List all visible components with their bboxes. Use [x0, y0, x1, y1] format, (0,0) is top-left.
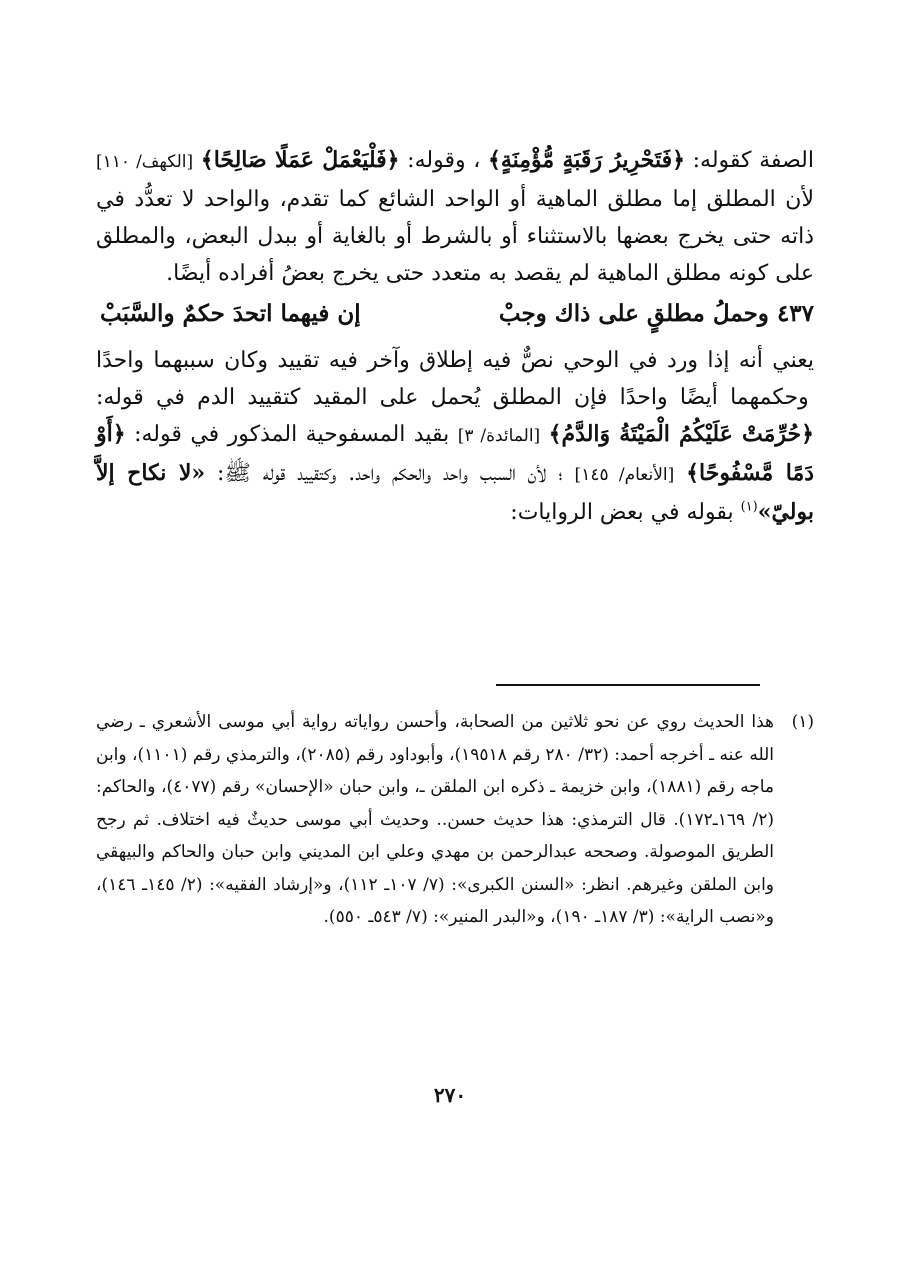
verse-reference: [المائدة/ ٣] — [457, 426, 541, 446]
text-run: بقيد المسفوحية المذكور في قوله: — [125, 422, 450, 447]
text-run: ؛ لأن السبب واحد والحكم واحد. وكتقييد قوله ﷺ: — [205, 461, 563, 486]
footnotes — [96, 706, 814, 934]
quran-verse: ﴿فَتَحْرِيرُ رَقَبَةٍ مُّؤْمِنَةٍ﴾ — [487, 147, 686, 173]
text-run: الصفة كقوله: — [685, 148, 814, 173]
verse-number: ٤٣٧ — [776, 300, 814, 327]
footnote-marker[interactable]: (١) — [740, 499, 758, 515]
paragraph-2 — [96, 342, 814, 531]
page-number: ٢٧٠ — [433, 1083, 467, 1107]
paragraph-1 — [96, 142, 814, 292]
text-run: بقوله في بعض الروايات: — [510, 500, 734, 525]
footnote-text: هذا الحديث روي عن نحو ثلاثين من الصحابة، وأحسن رواياته رواية أبي موسى الأشعري ـ رضي الله عنه ـ أخرجه أحمد: (٣٢/ ٢٨٠ رقم ١٩٥١٨)، وأبوداود رقم (٢٠٨٥)، والترمذي رقم (١١٠١)، وابن ماجه رقم (١٨٨١)، وابن خزيمة ـ ذكره ابن الملقن ـ، وابن حبان «الإحسان» رقم (٤٠٧٧)، والحاكم: (٢/ ١٦٩ـ١٧٢). قال الترمذي: هذا حديث حسن.. وحديث أبي موسى حديثٌ فيه اختلاف. ثم رجح الطريق الموصولة. وصححه عبدالرحمن بن مهدي وعلي ابن المديني وابن حبان والحاكم والبيهقي وابن الملقن وغيرهم. انظر: «السنن الكبرى»: (٧/ ١٠٧ـ ١١٢)، و«إرشاد الفقيه»: (٢/ ١٤٥ـ ١٤٦)، و«نصب الراية»: (٣/ ١٨٧ـ ١٩٠)، و«البدر المنير»: (٧/ ٥٤٣ـ ٥٥٠). — [96, 712, 775, 927]
text-run: ، وقوله: — [399, 148, 481, 173]
quran-verse: ﴿أَوْ دَمًا مَّسْفُوحًا﴾ — [96, 421, 815, 486]
verse-first-text: وحملُ مطلقٍ على ذاك وجبْ — [498, 300, 769, 327]
verse-second-hemistich: إن فيهما اتحدَ حكمٌ والسَّبَبْ — [100, 300, 361, 327]
hadith-quote: «لا نكاح إلاَّ بوليّ» — [96, 460, 814, 525]
text-run: لأن المطلق إما مطلق الماهية أو الواحد الشائع كما تقدم، والواحد لا تعدُّد في ذاته حتى يخرج بعضها بالاستثناء أو بالشرط أو بالغاية أو ببدل البعض، والمطلق على كونه مطلق الماهية لم يقصد به متعدد حتى يخرج بعضُ أفراده أيضًا. — [96, 187, 814, 286]
verse-first-hemistich — [499, 296, 814, 332]
verse-reference: [الأنعام/ ١٤٥] — [574, 465, 675, 485]
footnote-item — [96, 706, 814, 934]
quran-verse: ﴿حُرِّمَتْ عَلَيْكُمُ الْمَيْتَةُ وَالدَّمُ﴾ — [548, 421, 814, 447]
verse-reference: [الكهف/ ١١٠] — [96, 152, 194, 172]
footnote-divider — [496, 684, 760, 686]
poem-verse — [96, 296, 814, 332]
text-run: يعني أنه إذا ورد في الوحي نصٌّ فيه إطلاق وآخر فيه تقييد وكان سببهما واحدًا وحكمهما أيضًا واحدًا فإن المطلق يُحمل على المقيد كتقييد الدم في قوله: — [96, 348, 814, 410]
footnote-number: (١) — [791, 712, 814, 732]
quran-verse: ﴿فَلْيَعْمَلْ عَمَلًا صَالِحًا﴾ — [200, 147, 400, 173]
main-text — [96, 142, 814, 531]
